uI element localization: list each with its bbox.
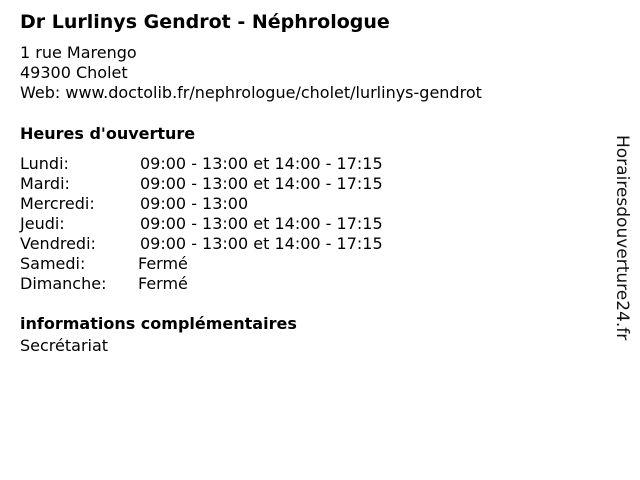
day-hours: 09:00 - 13:00 et 14:00 - 17:15 [140,174,383,193]
address-city: 49300 Cholet [20,63,128,82]
day-hours: Fermé [138,274,188,293]
day-label: Vendredi: [20,234,96,253]
day-hours: 09:00 - 13:00 et 14:00 - 17:15 [140,154,383,173]
site-watermark: Horairesdouverture24.fr [612,135,632,341]
address-street: 1 rue Marengo [20,43,137,62]
day-hours: 09:00 - 13:00 et 14:00 - 17:15 [140,214,383,233]
day-label: Mardi: [20,174,70,193]
address-block [20,43,482,103]
day-hours: 09:00 - 13:00 [140,194,249,213]
day-label: Mercredi: [20,194,95,213]
day-hours: Fermé [138,254,188,273]
day-label: Samedi: [20,254,86,273]
day-hours: 09:00 - 13:00 et 14:00 - 17:15 [140,234,383,253]
info-heading: informations complémentaires [20,314,297,333]
day-label: Dimanche: [20,274,107,293]
hours-heading: Heures d'ouverture [20,124,196,143]
address-web: Web: www.doctolib.fr/nephrologue/cholet/lurlinys-gendrot [20,83,482,102]
page-title: Dr Lurlinys Gendrot - Néphrologue [20,11,390,33]
day-label: Jeudi: [20,214,65,233]
info-text: Secrétariat [20,336,109,355]
day-label: Lundi: [20,154,69,173]
